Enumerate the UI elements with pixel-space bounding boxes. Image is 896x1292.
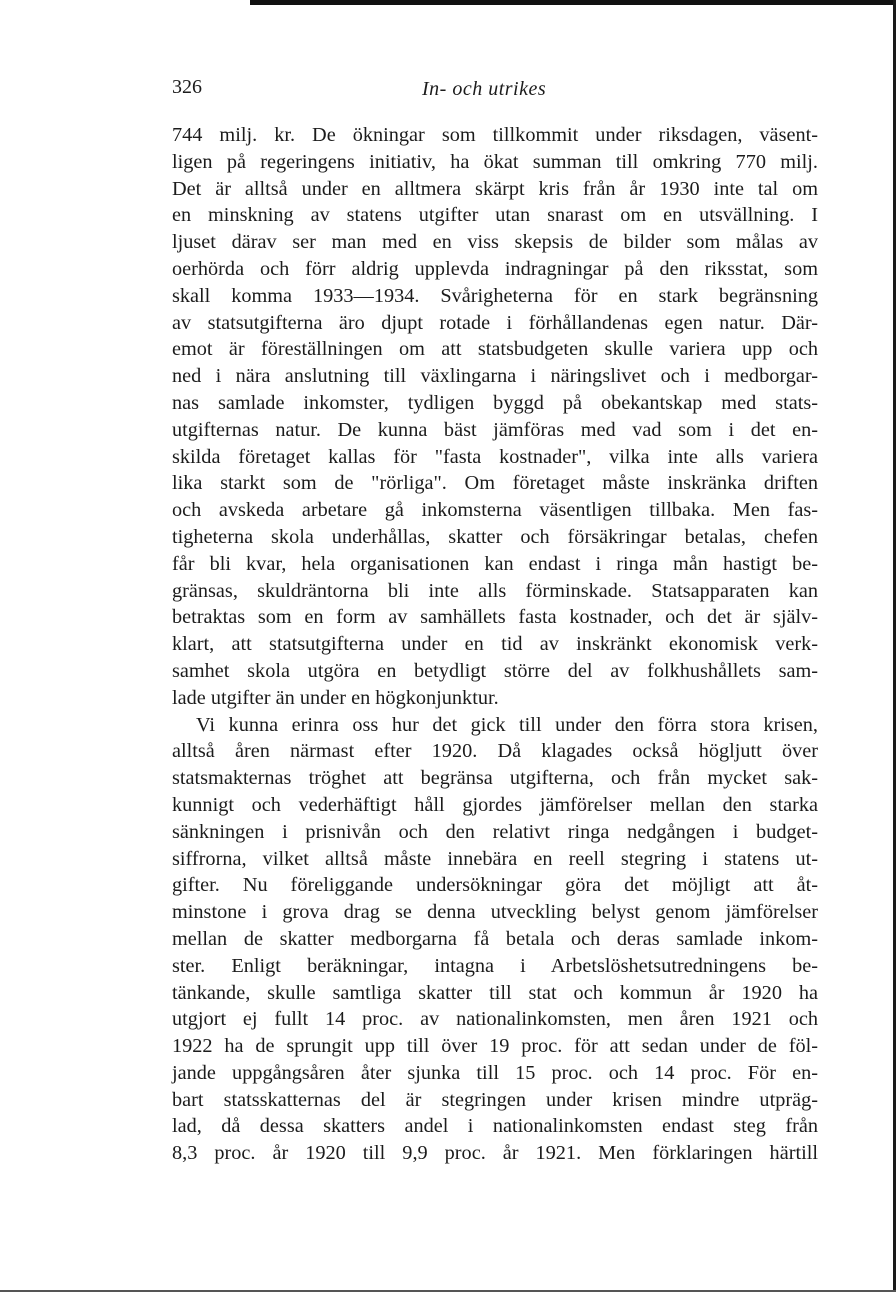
text-line: kunnigt och vederhäftigt håll gjordes jämförelser mellan den starka bbox=[172, 793, 818, 816]
text-line: lad, då dessa skatters andel i nationalinkomsten endast steg från bbox=[172, 1115, 818, 1138]
text-line: emot är föreställningen om att statsbudgeten skulle variera upp och bbox=[172, 338, 818, 361]
text-line: av statsutgifterna äro djupt rotade i förhållandenas egen natur. Där- bbox=[172, 311, 818, 334]
text-line: utgifternas natur. De kunna bäst jämföras med vad som i det en- bbox=[172, 418, 818, 441]
text-line: statsmakternas tröghet att begränsa utgifterna, och från mycket sak- bbox=[172, 767, 818, 790]
paragraph-start-line: Vi kunna erinra oss hur det gick till under den förra stora krisen, bbox=[196, 713, 818, 736]
text-line: betraktas som en form av samhällets fasta kostnader, och det är själv- bbox=[172, 606, 818, 629]
text-line: 8,3 proc. år 1920 till 9,9 proc. år 1921. Men förklaringen härtill bbox=[172, 1142, 818, 1165]
text-line: ljuset därav ser man med en viss skepsis de bilder som målas av bbox=[172, 231, 818, 254]
text-line: utgjort ej fullt 14 proc. av nationalinkomsten, men åren 1921 och bbox=[172, 1008, 818, 1031]
text-line: alltså åren närmast efter 1920. Då klagades också högljutt över bbox=[172, 740, 818, 763]
text-line: jande uppgångsåren åter sjunka till 15 proc. och 14 proc. För en- bbox=[172, 1061, 818, 1084]
page-number: 326 bbox=[172, 76, 202, 98]
text-line: tigheterna skola underhållas, skatter och försäkringar betalas, chefen bbox=[172, 525, 818, 548]
text-line: samhet skola utgöra en betydligt större del av folkhushållets sam- bbox=[172, 659, 818, 682]
text-line: minstone i grova drag se denna utveckling belyst genom jämförelser bbox=[172, 901, 818, 924]
text-line: nas samlade inkomster, tydligen byggd på obekantskap med stats- bbox=[172, 391, 818, 414]
text-line: skall komma 1933—1934. Svårigheterna för en stark begränsning bbox=[172, 284, 818, 307]
text-line: en minskning av statens utgifter utan snarast om en utsvällning. I bbox=[172, 204, 818, 227]
body-text bbox=[172, 122, 818, 1167]
text-line: oerhörda och förr aldrig upplevda indragningar på den riksstat, som bbox=[172, 257, 818, 280]
text-line: 744 milj. kr. De ökningar som tillkommit under riksdagen, väsent- bbox=[172, 124, 818, 146]
text-line: mellan de skatter medborgarna få betala och deras samlade inkom- bbox=[172, 927, 818, 950]
text-line: och avskeda arbetare gå inkomsterna väsentligen tillbaka. Men fas- bbox=[172, 499, 818, 522]
text-line: Det är alltså under en alltmera skärpt kris från år 1930 inte tal om bbox=[172, 177, 818, 200]
text-line: klart, att statsutgifterna under en tid av inskränkt ekonomisk verk- bbox=[172, 633, 818, 656]
paragraph-end-line: lade utgifter än under en högkonjunktur. bbox=[172, 686, 499, 709]
text-line: 1922 ha de sprungit upp till över 19 proc. för att sedan under de föl- bbox=[172, 1035, 818, 1058]
text-line: tänkande, skulle samtliga skatter till stat och kommun år 1920 ha bbox=[172, 981, 818, 1004]
text-line: siffrorna, vilket alltså måste innebära en reell stegring i statens ut- bbox=[172, 847, 818, 870]
text-line: får bli kvar, hela organisationen kan endast i ringa mån hastigt be- bbox=[172, 552, 818, 575]
text-line: gifter. Nu föreliggande undersökningar göra det möjligt att åt- bbox=[172, 874, 818, 897]
text-line: lika starkt som de "rörliga". Om företaget måste inskränka driften bbox=[172, 472, 818, 495]
page-header bbox=[172, 76, 818, 106]
text-line: skilda företaget kallas för "fasta kostnader", vilka inte alls variera bbox=[172, 445, 818, 468]
scan-top-edge bbox=[250, 0, 896, 5]
text-line: sänkningen i prisnivån och den relativt ringa nedgången i budget- bbox=[172, 820, 818, 843]
text-line: ned i nära anslutning till växlingarna i näringslivet och i medborgar- bbox=[172, 365, 818, 388]
text-line: gränsas, skuldräntorna bli inte alls förminskade. Statsapparaten kan bbox=[172, 579, 818, 602]
text-line: bart statsskatternas del är stegringen under krisen mindre utpräg- bbox=[172, 1088, 818, 1111]
running-title: In- och utrikes bbox=[422, 78, 547, 100]
text-line: ster. Enligt beräkningar, intagna i Arbetslöshetsutredningens be- bbox=[172, 954, 818, 977]
text-line: ligen på regeringens initiativ, ha ökat summan till omkring 770 milj. bbox=[172, 150, 818, 173]
